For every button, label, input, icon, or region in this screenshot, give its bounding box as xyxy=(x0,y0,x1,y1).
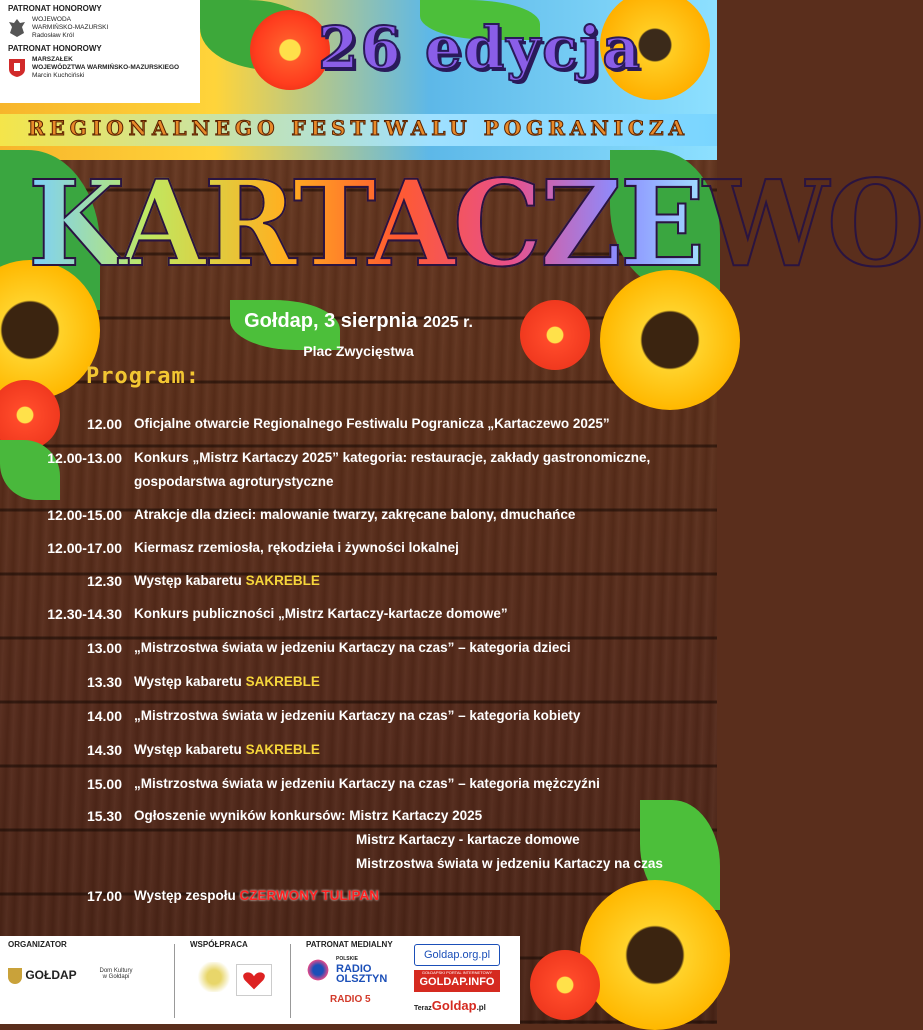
goldap-org-text: Goldap.org.pl xyxy=(423,949,491,961)
culture-house-logo xyxy=(86,968,146,980)
patron-title: PATRONAT HONOROWY xyxy=(8,4,102,13)
schedule-description: Oficjalne otwarcie Regionalnego Festiwalu Pogranicza „Kartaczewo 2025” xyxy=(134,416,610,431)
patron-voivode xyxy=(8,16,192,40)
teraz-goldap-text: Teraz xyxy=(414,1005,432,1012)
schedule-description-continued: Mistrz Kartaczy - kartacze domowe xyxy=(356,832,580,847)
schedule-time: 14.00 xyxy=(86,708,122,724)
performer-highlight: SAKREBLE xyxy=(245,674,320,689)
schedule-time: 13.00 xyxy=(86,640,122,656)
goldap-info-logo xyxy=(414,970,500,992)
goldap-logo xyxy=(8,968,77,984)
schedule-description: Występ kabaretu xyxy=(134,742,242,757)
patron-title: PATRONAT HONOROWY xyxy=(8,44,102,53)
teraz-goldap-logo xyxy=(414,998,486,1013)
culture-house-logo-line: w Gołdapi xyxy=(102,974,130,980)
patron-marshal xyxy=(8,56,192,80)
patron-name: Radosław Król xyxy=(32,32,74,39)
event-venue: Plac Zwycięstwa xyxy=(303,343,414,359)
schedule-description: Atrakcje dla dzieci: malowanie twarzy, zakręcane balony, dmuchańce xyxy=(134,507,576,522)
schedule-description-continued: gospodarstwa agroturystyczne xyxy=(134,474,334,489)
eagle-crest-icon xyxy=(8,18,26,38)
performer-highlight: SAKREBLE xyxy=(245,742,320,757)
schedule-time: 14.30 xyxy=(86,742,122,758)
schedule-time: 12.00-13.00 xyxy=(47,450,122,466)
schedule-description: Występ kabaretu xyxy=(134,573,242,588)
schedule-description: „Mistrzostwa świata w jedzeniu Kartaczy na czas” – kategoria kobiety xyxy=(134,708,581,723)
schedule-time: 13.30 xyxy=(86,674,122,690)
schedule-description: „Mistrzostwa świata w jedzeniu Kartaczy na czas” – kategoria dzieci xyxy=(134,640,571,655)
schedule-time: 17.00 xyxy=(86,888,122,904)
culture-house-logo-line: Dom Kultury xyxy=(99,968,133,974)
patron-role: MARSZAŁEK xyxy=(32,56,73,63)
radio-5-logo: RADIO 5 xyxy=(330,994,371,1005)
schedule-time: 12.00 xyxy=(86,416,122,432)
event-date: Gołdap, 3 sierpnia xyxy=(244,310,418,332)
cooperation-logo xyxy=(236,964,272,996)
festival-title: KARTACZEWO xyxy=(28,146,698,304)
schedule-time: 12.30 xyxy=(86,573,122,589)
performer-highlight: SAKREBLE xyxy=(245,573,320,588)
footer-divider xyxy=(290,944,291,1018)
footer-divider xyxy=(174,944,175,1018)
goldap-logo-text: GOŁDAP xyxy=(25,968,77,983)
sponsors-footer xyxy=(0,936,520,1024)
festival-subtitle: REGIONALNEGO FESTIWALU POGRANICZA xyxy=(27,116,690,140)
goldap-info-text: GOLDAP.INFO xyxy=(419,976,495,988)
patron-role: WOJEWODA xyxy=(32,16,71,23)
goldap-crest-icon xyxy=(8,968,22,984)
schedule-description: Konkurs „Mistrz Kartaczy 2025” kategoria: restauracje, zakłady gastronomiczne, xyxy=(134,450,651,465)
schedule-description: „Mistrzostwa świata w jedzeniu Kartaczy na czas” – kategoria mężczyźni xyxy=(134,776,600,791)
place-and-date xyxy=(0,310,717,359)
schedule-time: 12.00-15.00 xyxy=(47,507,122,523)
cooperation-logo xyxy=(196,962,232,992)
goldap-org-logo xyxy=(414,944,500,966)
performer-highlight: CZERWONY TULIPAN xyxy=(239,888,380,903)
radio-olsztyn-logo xyxy=(306,954,392,984)
patron-role: WOJEWÓDZTWA WARMIŃSKO-MAZURSKIEGO xyxy=(32,64,180,71)
regional-crest-icon xyxy=(8,58,26,78)
schedule-time: 15.30 xyxy=(86,808,122,824)
patron-name: Marcin Kuchciński xyxy=(32,72,85,79)
cooperation-label: WSPÓŁPRACA xyxy=(190,940,248,949)
teraz-goldap-text: .pl xyxy=(476,1003,486,1012)
event-year: 2025 r. xyxy=(423,314,473,331)
schedule-description: Ogłoszenie wyników konkursów: Mistrz Kartaczy 2025 xyxy=(134,808,483,823)
heart-icon xyxy=(237,965,271,995)
radio-olsztyn-text: POLSKIE xyxy=(336,956,358,962)
schedule-description-continued: Mistrzostwa świata w jedzeniu Kartaczy na czas xyxy=(356,856,663,871)
organizer-label: ORGANIZATOR xyxy=(8,940,67,949)
radio-olsztyn-text: RADIO xyxy=(336,963,372,975)
schedule-time: 12.30-14.30 xyxy=(47,606,122,622)
radio-olsztyn-text: OLSZTYN xyxy=(336,973,388,985)
patron-role: WARMIŃSKO-MAZURSKI xyxy=(32,24,109,31)
teraz-goldap-text: Goldap xyxy=(431,998,477,1013)
schedule-time: 12.00-17.00 xyxy=(47,540,122,556)
schedule-description: Występ kabaretu xyxy=(134,674,242,689)
schedule-description: Kiermasz rzemiosła, rękodzieła i żywności lokalnej xyxy=(134,540,459,555)
radio-dots-icon xyxy=(306,958,330,982)
schedule-description: Konkurs publiczności „Mistrz Kartaczy-kartacze domowe” xyxy=(134,606,508,621)
flower-decoration xyxy=(530,950,600,1020)
program-heading: Program: xyxy=(86,364,200,389)
media-patron-label: PATRONAT MEDIALNY xyxy=(306,940,393,949)
schedule-description: Występ zespołu xyxy=(134,888,236,903)
goldap-info-tagline: GOŁDAPSKI PORTAL INTERNETOWY xyxy=(421,970,493,975)
honorary-patrons-box xyxy=(0,0,200,103)
edition-label: 26 edycja xyxy=(318,14,642,82)
schedule-time: 15.00 xyxy=(86,776,122,792)
